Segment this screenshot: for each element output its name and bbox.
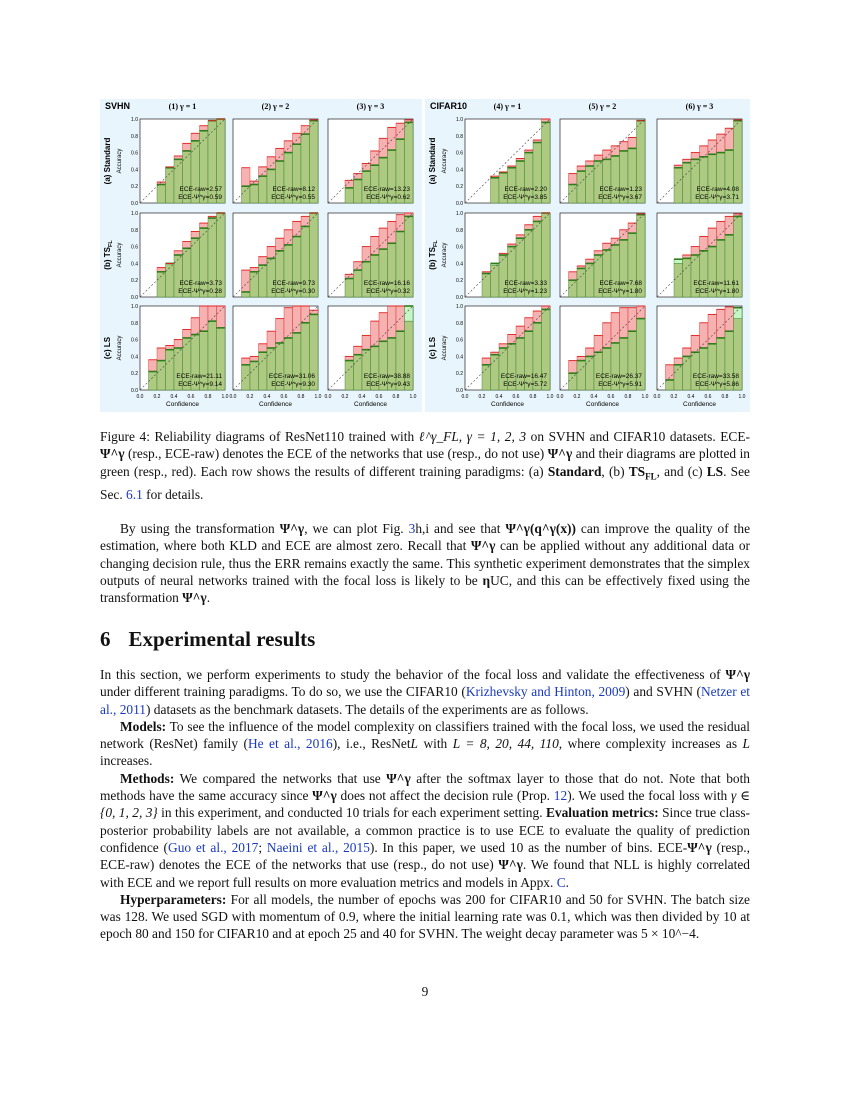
calibration-bar	[482, 365, 491, 390]
y-tick-label: 1.0	[131, 117, 138, 123]
overconfidence-gap	[594, 155, 603, 161]
ece-psi-label: ECE-Ψ^γ=5.86	[695, 381, 739, 388]
overconfidence-gap	[276, 238, 285, 251]
calibration-bar	[491, 265, 500, 297]
x-tick-label: 0.6	[375, 394, 383, 400]
overconfidence-gap	[516, 326, 525, 338]
y-axis-label: Accuracy	[442, 148, 448, 174]
overconfidence-gap	[191, 318, 200, 335]
calibration-bar	[157, 361, 166, 390]
overconfidence-gap	[708, 314, 717, 343]
overconfidence-gap	[354, 262, 363, 270]
ece-psi-label: ECE-Ψ^γ=3.71	[695, 194, 739, 201]
overconfidence-gap	[301, 306, 310, 323]
overconfidence-gap	[371, 321, 380, 346]
citation-link[interactable]: Naeini et al., 2015	[266, 839, 370, 855]
overconfidence-gap	[174, 340, 183, 348]
ece-psi-label: ECE-Ψ^γ=0.28	[178, 288, 222, 295]
overconfidence-gap	[276, 148, 285, 161]
calibration-bar	[569, 280, 578, 297]
overconfidence-gap	[717, 309, 726, 338]
row-title-subscript: FL	[433, 240, 439, 248]
overconfidence-gap	[191, 231, 200, 238]
overconfidence-gap	[379, 228, 388, 249]
overconfidence-gap	[242, 270, 251, 292]
calibration-bar	[666, 380, 675, 390]
overconfidence-gap	[628, 137, 637, 148]
x-tick-label: 0.4	[590, 394, 598, 400]
overconfidence-gap	[157, 348, 166, 361]
overconfidence-gap	[345, 180, 354, 188]
section-body: In this section, we perform experiments to study the behavior of the focal loss and validate the effectiveness of Ψ^γ under different training paradigms. To do so, we use the CIFAR10 (Krizhevsky and Hinton, 2009) and SVHN (Netzer et al., 2011) datasets as the benchmark datasets. The details of the experiments are as follows. Models: To see the influence of the model complexity on classifiers trained with the focal loss, we used the residual network (ResNet) family (He et al., 2016), i.e., ResNetL with L = 8, 20, 44, 110, where complexity increases as L increases. Methods: We compared the networks that use Ψ^γ after the softmax layer to those that do not. Note that both methods have the same accuracy since Ψ^γ does not affect the decision rule (Prop. 12). We used the focal loss with γ ∈ {0, 1, 2, 3} in this experiment, and conducted 10 trials for each experiment setting. Evaluation metrics: Since true class-posterior probability labels are not available, a common practice is to use ECE to evaluate the quality of prediction confidence (Guo et al., 2017; Naeini et al., 2015). In this paper, we used 10 as the number of bins. ECE-Ψ^γ (resp., ECE-raw) denotes the ECE of the networks that use (resp., do not use) Ψ^γ. We found that NLL is highly correlated with ECE and we report full results on more evaluation metrics and models in Appx. C. Hyperparameters: For all models, the number of epochs was 200 for CIFAR10 and 50 for SVHN. The batch size was 128. We used SGD with momentum of 0.9, where the initial learning rate was 0.1, which was then divided by 10 at epoch 80 and 150 for CIFAR10 and at epoch 25 and 40 for SVHN. The weight decay parameter was 5 × 10^−4.	[100, 667, 751, 942]
citation-link[interactable]: Krizhevsky and Hinton, 2009	[465, 684, 626, 700]
overconfidence-gap	[628, 308, 637, 332]
overconfidence-gap	[284, 141, 293, 153]
ece-psi-label: ECE-Ψ^γ=5.91	[598, 381, 642, 388]
calibration-bar	[354, 179, 363, 203]
ece-raw-label: ECE-raw=13.23	[363, 186, 410, 193]
y-tick-label: 0.2	[131, 278, 138, 285]
row-title-text: (c) LS	[103, 336, 112, 360]
overconfidence-gap	[242, 168, 251, 186]
column-title: (4) γ = 1	[493, 102, 522, 111]
citation-link[interactable]: Netzer et al., 2011	[100, 684, 750, 717]
ece-raw-label: ECE-raw=3.73	[179, 280, 222, 287]
x-tick-label: 1.0	[409, 394, 417, 400]
overconfidence-gap	[183, 330, 192, 338]
eta-symbol: η	[482, 572, 491, 588]
x-tick-label: 0.8	[529, 394, 537, 400]
x-tick-label: 0.4	[687, 394, 695, 400]
ece-psi-label: ECE-Ψ^γ=5.72	[503, 381, 547, 388]
overconfidence-gap	[217, 306, 226, 328]
overconfidence-gap	[611, 238, 620, 245]
y-tick-label: 0.0	[131, 201, 138, 207]
column-title: (2) γ = 2	[261, 102, 290, 111]
ece-raw-label: ECE-raw=3.33	[504, 280, 547, 287]
y-tick-label: 0.0	[131, 295, 138, 301]
overconfidence-gap	[533, 311, 542, 323]
y-tick-label: 0.8	[131, 133, 138, 140]
x-tick-label: 0.8	[297, 394, 305, 400]
calibration-bar	[242, 186, 251, 203]
overconfidence-gap	[259, 167, 268, 176]
y-axis-label: Accuracy	[442, 242, 448, 268]
overconfidence-gap	[508, 335, 517, 344]
x-tick-label: 0.4	[495, 394, 503, 400]
x-axis-label: Confidence	[354, 401, 387, 408]
y-axis-label: Accuracy	[442, 335, 448, 361]
overconfidence-gap	[482, 358, 491, 365]
x-axis-label: Confidence	[259, 401, 292, 408]
y-tick-label: 0.8	[456, 227, 463, 234]
overconfidence-gap	[708, 228, 717, 246]
x-tick-label: 0.2	[153, 394, 161, 400]
x-tick-label: 0.4	[358, 394, 366, 400]
figure-caption: Figure 4: Reliability diagrams of ResNet110 trained with ℓ^γ_FL, γ = 1, 2, 3 on SVHN and CIFAR10 datasets. ECE-Ψ^γ (resp., ECE-raw) denotes the ECE of the networks that use (resp., do not use) Ψ^γ and their diagrams are plotted in green (resp., red). Each row shows the results of different training paradigms: (a) Standard, (b) $TS_{FL}$, and (c) LS. See Sec. 6.1 for details.	[100, 429, 750, 502]
x-tick-label: 1.0	[641, 394, 649, 400]
y-tick-label: 0.4	[131, 261, 138, 268]
calibration-bar	[674, 263, 683, 297]
psi-symbol: Ψ^γ	[182, 590, 207, 606]
column-title: (6) γ = 3	[685, 102, 714, 111]
overconfidence-gap	[569, 272, 578, 280]
overconfidence-gap	[301, 216, 310, 226]
overconfidence-gap	[586, 348, 595, 356]
page-number: 9	[421, 984, 429, 999]
row-title	[428, 336, 437, 359]
overconfidence-gap	[183, 143, 192, 151]
ece-psi-label: ECE-Ψ^γ=1.80	[598, 288, 642, 295]
overconfidence-gap	[362, 335, 371, 349]
y-tick-label: 0.4	[131, 354, 138, 361]
overconfidence-gap	[371, 237, 380, 255]
reliability-diagram-figure	[100, 99, 750, 412]
y-tick-label: 1.0	[131, 211, 138, 217]
y-tick-label: 0.8	[131, 320, 138, 327]
x-tick-label: 0.2	[341, 394, 349, 400]
psi-symbol: Ψ^γ	[279, 521, 305, 536]
x-tick-label: 0.2	[573, 394, 581, 400]
overconfidence-gap	[259, 257, 268, 265]
x-tick-label: 0.6	[187, 394, 195, 400]
x-tick-label: 0.8	[204, 394, 212, 400]
calibration-bar	[259, 265, 268, 297]
y-tick-label: 0.6	[131, 337, 138, 344]
row-title-text: (b) TS	[103, 247, 112, 270]
dataset-label-svhn: SVHN	[105, 101, 131, 111]
psi-symbol: Ψ^γ	[470, 538, 496, 554]
overconfidence-gap	[708, 140, 717, 154]
calibration-bar	[166, 350, 175, 390]
ece-raw-label: ECE-raw=7.68	[599, 280, 642, 287]
calibration-bar	[157, 185, 166, 203]
overconfidence-gap	[603, 243, 612, 250]
row-title-text: (b) TS	[428, 247, 437, 270]
y-tick-label: 1.0	[456, 117, 463, 123]
ece-psi-label: ECE-Ψ^γ=9.43	[366, 381, 410, 388]
ece-raw-label: ECE-raw=16.16	[363, 280, 410, 287]
overconfidence-gap	[637, 306, 646, 319]
section-title: Experimental results	[128, 627, 316, 651]
x-tick-label: 0.6	[607, 394, 615, 400]
overconfidence-gap	[284, 308, 293, 338]
calibration-bar	[345, 188, 354, 203]
calibration-bar	[482, 273, 491, 297]
section-number: 6	[100, 627, 111, 651]
y-tick-label: 0.8	[456, 320, 463, 327]
ece-raw-label: ECE-raw=9.73	[272, 280, 315, 287]
citation-link[interactable]: Guo et al., 2017	[168, 839, 259, 855]
y-tick-label: 0.4	[456, 354, 463, 361]
x-tick-label: 0.4	[170, 394, 178, 400]
overconfidence-gap	[603, 150, 612, 159]
ece-raw-label: ECE-raw=2.20	[504, 186, 547, 193]
ece-raw-label: ECE-raw=2.57	[179, 186, 222, 193]
y-tick-label: 0.4	[456, 167, 463, 174]
ece-raw-label: ECE-raw=8.12	[272, 186, 315, 193]
x-tick-label: 0.2	[246, 394, 254, 400]
x-axis-label: Confidence	[586, 401, 619, 408]
y-axis-label: Accuracy	[117, 148, 123, 174]
ece-raw-label: ECE-raw=26.37	[595, 373, 642, 380]
x-tick-label: 1.0	[221, 394, 229, 400]
overconfidence-gap	[267, 331, 276, 348]
calibration-bar	[166, 263, 175, 297]
y-tick-label: 0.2	[131, 184, 138, 191]
psi-symbol: Ψ^γ	[498, 857, 523, 873]
overconfidence-gap	[569, 174, 578, 185]
x-axis-label: Confidence	[683, 401, 716, 408]
calibration-bar	[250, 185, 259, 203]
calibration-bar	[683, 163, 692, 203]
y-tick-label: 0.6	[456, 150, 463, 157]
citation-link[interactable]: He et al., 2016	[247, 736, 333, 752]
ece-psi-label: ECE-Ψ^γ=3.85	[503, 194, 547, 201]
column-title: (3) γ = 3	[356, 102, 385, 111]
calibration-bar	[577, 361, 586, 390]
calibration-bar	[586, 356, 595, 390]
overconfidence-gap	[388, 221, 397, 243]
y-tick-label: 1.0	[456, 211, 463, 217]
x-tick-label: 0.6	[704, 394, 712, 400]
ece-raw-label: ECE-raw=21.11	[176, 373, 222, 380]
calibration-bar	[674, 365, 683, 390]
y-tick-label: 0.6	[456, 337, 463, 344]
overconfidence-gap	[301, 126, 310, 134]
x-axis-label: Confidence	[491, 401, 524, 408]
appendix-link[interactable]: C	[556, 874, 566, 890]
proposition-link[interactable]: 12	[553, 788, 568, 804]
column-title: (5) γ = 2	[588, 102, 617, 111]
y-tick-label: 0.2	[456, 184, 463, 191]
y-tick-label: 1.0	[131, 304, 138, 310]
ece-raw-label: ECE-raw=1.23	[599, 186, 642, 193]
section-link[interactable]: 6.1	[126, 486, 143, 502]
row-title	[103, 138, 112, 185]
y-tick-label: 0.6	[456, 244, 463, 251]
x-tick-label: 1.0	[314, 394, 322, 400]
row-title-text: (c) LS	[428, 336, 437, 360]
y-tick-label: 0.4	[456, 261, 463, 268]
ece-raw-label: ECE-raw=11.61	[693, 280, 739, 287]
x-tick-label: 0.0	[653, 394, 661, 400]
calibration-bar	[683, 356, 692, 390]
overconfidence-gap	[354, 346, 363, 354]
overconfidence-gap	[691, 153, 700, 160]
psi-symbol: Ψ^γ	[547, 446, 573, 462]
ece-raw-label: ECE-raw=38.88	[363, 373, 410, 380]
x-tick-label: 0.8	[392, 394, 400, 400]
ece-psi-label: ECE-Ψ^γ=0.59	[178, 194, 222, 201]
row-title	[103, 336, 112, 359]
x-tick-label: 0.6	[280, 394, 288, 400]
x-tick-label: 0.2	[670, 394, 678, 400]
overconfidence-gap	[620, 308, 629, 338]
overconfidence-gap	[700, 146, 709, 157]
y-axis-label: Accuracy	[117, 335, 123, 361]
ece-psi-label: ECE-Ψ^γ=9.14	[178, 381, 222, 388]
calibration-bar	[683, 258, 692, 297]
ece-psi-label: ECE-Ψ^γ=1.80	[695, 288, 739, 295]
y-tick-label: 1.0	[456, 304, 463, 310]
ece-raw-label: ECE-raw=33.58	[692, 373, 739, 380]
y-tick-label: 0.6	[131, 150, 138, 157]
y-tick-label: 0.6	[131, 244, 138, 251]
overconfidence-gap	[700, 237, 709, 251]
psi-symbol: Ψ^γ	[725, 667, 750, 682]
overconfidence-gap	[388, 306, 397, 338]
caption-label: Figure 4:	[100, 429, 150, 444]
overconfidence-gap	[276, 319, 285, 343]
psi-symbol: Ψ^γ	[687, 839, 712, 855]
x-tick-label: 0.0	[556, 394, 564, 400]
psi-symbol: Ψ^γ	[312, 788, 337, 804]
y-axis-label: Accuracy	[117, 242, 123, 268]
calibration-bar	[345, 361, 354, 390]
overconfidence-gap	[191, 133, 200, 141]
paragraph-transformation: By using the transformation Ψ^γ, we can plot Fig. 3h,i and see that Ψ^γ(q^γ(x)) can improve the quality of the estimation, where both KLD and ECE are almost zero. Recall that Ψ^γ can be applied without any additional data or changing decision rule, thus the ERR remains exactly the same. This synthetic experiment demonstrates that the simplex outputs of neural networks trained with the focal loss is likely to be ηUC, and this can be effectively fixed using the transformation Ψ^γ.	[100, 521, 751, 606]
overconfidence-gap	[388, 127, 397, 150]
ece-psi-label: ECE-Ψ^γ=0.62	[366, 194, 410, 201]
ece-raw-label: ECE-raw=31.06	[268, 373, 315, 380]
y-tick-label: 0.0	[131, 388, 138, 394]
x-tick-label: 0.6	[512, 394, 520, 400]
x-tick-label: 0.0	[136, 394, 144, 400]
ece-psi-label: ECE-Ψ^γ=1.23	[503, 288, 547, 295]
column-title: (1) γ = 1	[168, 102, 197, 111]
y-tick-label: 0.2	[131, 371, 138, 378]
y-tick-label: 0.0	[456, 388, 463, 394]
row-title-text: (a) Standard	[428, 137, 437, 185]
calibration-bar	[569, 373, 578, 390]
row-title-subscript: FL	[108, 240, 114, 248]
ece-psi-label: ECE-Ψ^γ=0.32	[366, 288, 410, 295]
overconfidence-gap	[293, 306, 302, 333]
ece-raw-label: ECE-raw=4.08	[696, 186, 739, 193]
caption-math: ℓ^γ_FL, γ = 1, 2, 3	[418, 429, 527, 444]
overconfidence-gap	[683, 348, 692, 356]
overconfidence-gap	[691, 247, 700, 255]
x-tick-label: 1.0	[738, 394, 746, 400]
ece-psi-label: ECE-Ψ^γ=9.30	[271, 381, 315, 388]
overconfidence-gap	[267, 157, 276, 170]
x-tick-label: 0.2	[478, 394, 486, 400]
psi-symbol: Ψ^γ	[100, 446, 125, 462]
y-tick-label: 0.8	[131, 227, 138, 234]
calibration-bar	[577, 268, 586, 297]
overconfidence-gap	[674, 358, 683, 365]
ece-psi-label: ECE-Ψ^γ=0.55	[271, 194, 315, 201]
x-tick-label: 0.0	[324, 394, 332, 400]
x-axis-label: Confidence	[166, 401, 199, 408]
overconfidence-gap	[183, 242, 192, 249]
calibration-bar	[577, 171, 586, 203]
calibration-bar	[250, 361, 259, 390]
ece-raw-label: ECE-raw=16.47	[500, 373, 547, 380]
x-tick-label: 1.0	[546, 394, 554, 400]
y-tick-label: 0.2	[456, 278, 463, 285]
x-tick-label: 0.8	[721, 394, 729, 400]
calibration-bar	[491, 178, 500, 203]
row-title-text: (a) Standard	[103, 137, 112, 185]
calibration-bar	[157, 272, 166, 297]
x-tick-label: 0.4	[263, 394, 271, 400]
overconfidence-gap	[371, 151, 380, 165]
y-tick-label: 0.4	[131, 167, 138, 174]
ece-psi-label: ECE-Ψ^γ=0.30	[271, 288, 315, 295]
overconfidence-gap	[379, 313, 388, 342]
figure-link[interactable]: 3	[408, 521, 416, 536]
overconfidence-gap	[259, 344, 268, 352]
calibration-bar	[166, 168, 175, 203]
psi-expression: Ψ^γ(q^γ(x))	[505, 521, 576, 536]
psi-symbol: Ψ^γ	[386, 770, 411, 786]
x-tick-label: 0.8	[624, 394, 632, 400]
overconfidence-gap	[242, 358, 251, 365]
y-tick-label: 0.0	[456, 295, 463, 301]
calibration-bar	[259, 176, 268, 203]
calibration-bar	[586, 166, 595, 203]
calibration-bar	[354, 355, 363, 390]
calibration-bar	[491, 355, 500, 390]
x-tick-label: 0.0	[461, 394, 469, 400]
dataset-label-cifar10: CIFAR10	[430, 101, 468, 111]
y-tick-label: 0.2	[456, 371, 463, 378]
section-heading	[100, 627, 333, 652]
ece-psi-label: ECE-Ψ^γ=3.67	[598, 194, 642, 201]
row-title	[428, 138, 437, 185]
overconfidence-gap	[149, 360, 158, 372]
calibration-bar	[345, 279, 354, 297]
y-tick-label: 0.8	[456, 133, 463, 140]
overconfidence-gap	[569, 361, 578, 374]
overconfidence-gap	[362, 164, 371, 172]
y-tick-label: 0.0	[456, 201, 463, 207]
calibration-bar	[354, 270, 363, 297]
x-tick-label: 0.0	[229, 394, 237, 400]
calibration-bar	[250, 272, 259, 297]
calibration-bar	[586, 263, 595, 297]
